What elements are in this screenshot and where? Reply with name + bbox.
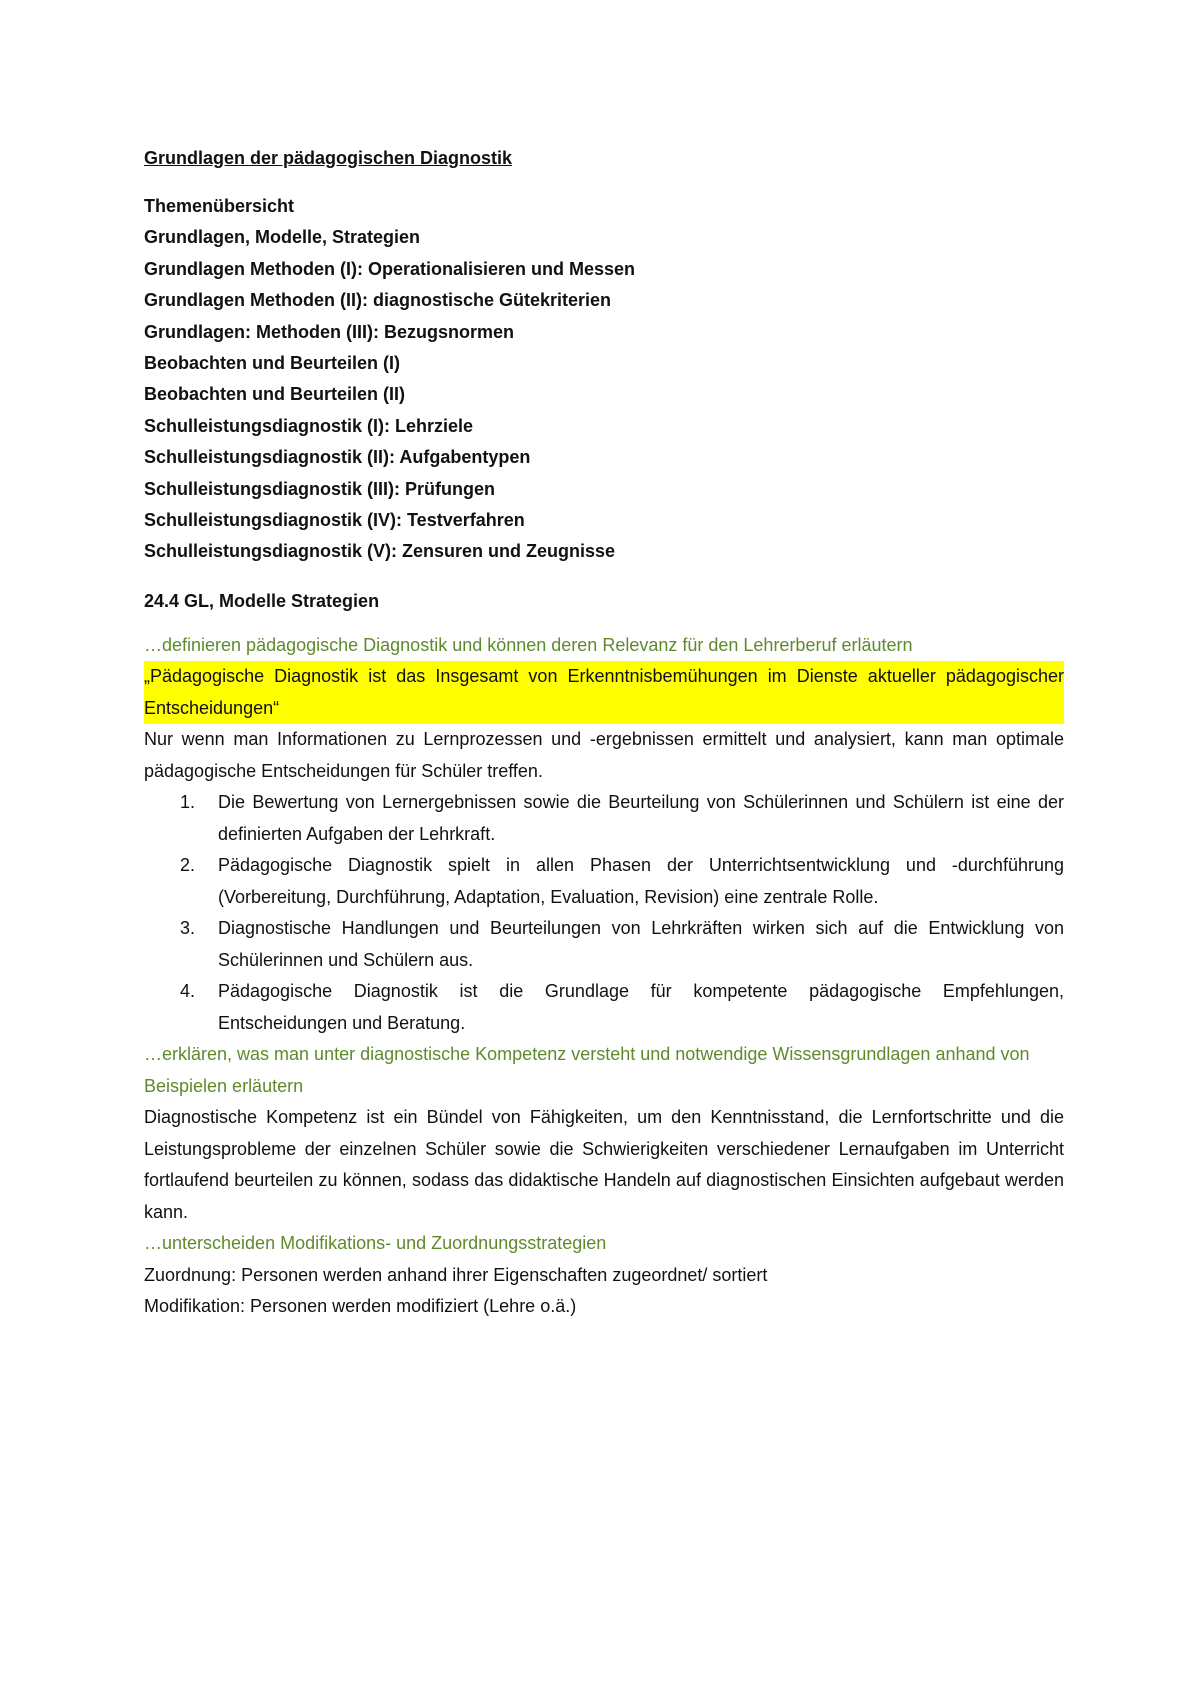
document-title: Grundlagen der pädagogischen Diagnostik (144, 148, 513, 168)
list-item (144, 913, 1064, 976)
topic-item: Schulleistungsdiagnostik (II): Aufgabentypen (144, 447, 531, 468)
learning-objective: …definieren pädagogische Diagnostik und können deren Relevanz für den Lehrerberuf erläutern (144, 634, 913, 655)
topic-item: Grundlagen Methoden (I): Operationalisieren und Messen (144, 258, 636, 279)
list-number: 3. (180, 918, 196, 939)
list-item-text: Pädagogische Diagnostik spielt in allen Phasen der Unterrichtsentwicklung und -durchführung (Vorbereitung, Durchführung, Adaptation, Evaluation, Revision) eine zentrale Rolle. (218, 855, 1064, 907)
learning-objective: …erklären, was man unter diagnostische Kompetenz versteht und notwendige Wissensgrundlagen anhand von Beispielen erläutern (144, 1044, 1030, 1096)
list-item (144, 850, 1064, 913)
topic-item: Beobachten und Beurteilen (I) (144, 353, 401, 374)
list-item-text: Pädagogische Diagnostik ist die Grundlage für kompetente pädagogische Empfehlungen, Entscheidungen und Beratung. (218, 981, 1064, 1033)
topic-overview-heading: Themenübersicht (144, 196, 295, 216)
body-paragraph: Nur wenn man Informationen zu Lernprozessen und -ergebnissen ermittelt und analysiert, kann man optimale pädagogische Entscheidungen für Schüler treffen. (144, 729, 1064, 781)
highlighted-quote: „Pädagogische Diagnostik ist das Insgesamt von Erkenntnisbemühungen im Dienste aktueller pädagogischer Entscheidungen“ (144, 661, 1064, 724)
topic-item: Beobachten und Beurteilen (II) (144, 384, 406, 405)
list-number: 4. (180, 981, 196, 1002)
section-heading: 24.4 GL, Modelle Strategien (144, 590, 380, 611)
list-item (144, 976, 1064, 1039)
topic-item: Schulleistungsdiagnostik (III): Prüfungen (144, 478, 496, 499)
list-item (144, 787, 1064, 850)
topic-item: Schulleistungsdiagnostik (I): Lehrziele (144, 415, 474, 436)
topic-item: Grundlagen, Modelle, Strategien (144, 227, 421, 248)
topic-item: Schulleistungsdiagnostik (V): Zensuren und Zeugnisse (144, 541, 616, 562)
topic-item: Grundlagen Methoden (II): diagnostische Gütekriterien (144, 290, 612, 311)
list-item-text: Die Bewertung von Lernergebnissen sowie die Beurteilung von Schülerinnen und Schülern ist eine der definierten Aufgaben der Lehrkraft. (218, 792, 1064, 844)
definition-line: Zuordnung: Personen werden anhand ihrer Eigenschaften zugeordnet/ sortiert (144, 1264, 768, 1285)
topic-item: Grundlagen: Methoden (III): Bezugsnormen (144, 321, 514, 342)
body-paragraph: Diagnostische Kompetenz ist ein Bündel von Fähigkeiten, um den Kenntnisstand, die Lernfortschritte und die Leistungsprobleme der einzelnen Schüler sowie die Schwierigkeiten verschiedener Lernaufgaben im Unterricht fortlaufend beurteilen zu können, sodass das didaktische Handeln auf diagnostischen Einsichten aufgebaut werden kann. (144, 1107, 1064, 1222)
list-item-text: Diagnostische Handlungen und Beurteilungen von Lehrkräften wirken sich auf die Entwicklung von Schülerinnen und Schülern aus. (218, 918, 1064, 970)
list-number: 2. (180, 855, 196, 876)
numbered-list (144, 787, 1064, 1039)
topic-item: Schulleistungsdiagnostik (IV): Testverfahren (144, 510, 525, 531)
definition-line: Modifikation: Personen werden modifiziert (Lehre o.ä.) (144, 1296, 577, 1317)
list-number: 1. (180, 792, 196, 813)
learning-objective: …unterscheiden Modifikations- und Zuordnungsstrategien (144, 1233, 607, 1254)
document-content (144, 143, 1064, 1323)
topic-overview (144, 191, 1064, 568)
